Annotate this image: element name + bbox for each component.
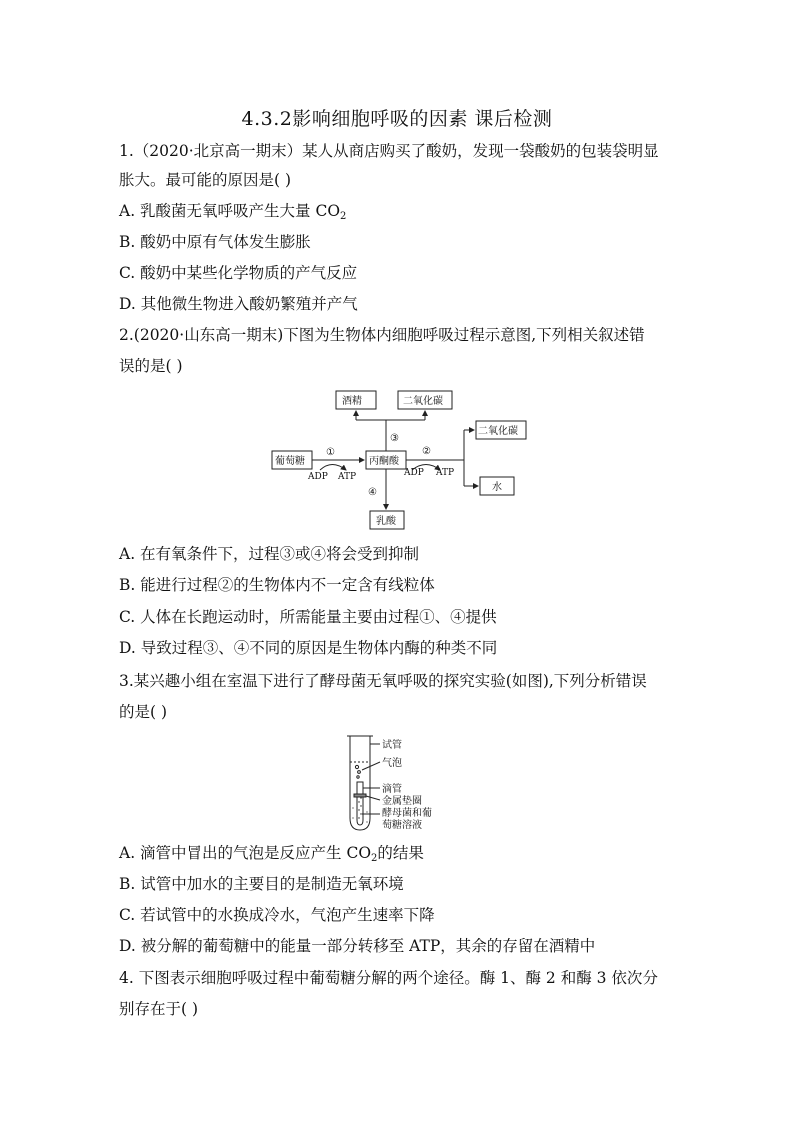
q3-option-c: C. 若试管中的水换成冷水，气泡产生速率下降 [119, 906, 435, 924]
q2-option-c: C. 人体在长跑运动时，所需能量主要由过程①、④提供 [119, 608, 497, 626]
q2-option-d: D. 导致过程③、④不同的原因是生物体内酶的种类不同 [119, 639, 498, 657]
label-co2-right: 二氧化碳 [478, 426, 518, 437]
label-yeast-line1: 酵母菌和葡 [382, 808, 432, 819]
label-yeast-line2: 萄糖溶液 [382, 820, 422, 831]
label-dropper: 滴管 [382, 784, 402, 795]
label-pyruvate: 丙酮酸 [369, 456, 399, 467]
label-metal-gasket: 金属垫圈 [382, 796, 422, 807]
label-co2-top: 二氧化碳 [403, 396, 443, 407]
q2-option-b: B. 能进行过程②的生物体内不一定含有线粒体 [119, 576, 435, 594]
label-atp-1: ATP [338, 472, 357, 482]
q3-option-a-subscript: 2 [371, 853, 378, 864]
q1-option-b: B. 酸奶中原有气体发生膨胀 [119, 233, 311, 251]
q3-option-a-tail: 的结果 [377, 844, 424, 862]
label-process-4: ④ [368, 487, 377, 498]
label-process-2: ② [422, 446, 431, 457]
yeast-experiment-figure [340, 732, 450, 834]
q3-stem-line2: 的是( ) [119, 703, 168, 721]
q1-option-a-text: A. 乳酸菌无氧呼吸产生大量 CO [119, 202, 341, 220]
label-lactic: 乳酸 [376, 516, 396, 527]
q3-option-a [119, 842, 689, 864]
label-bubble: 气泡 [382, 758, 402, 769]
q2-stem-line1: 2.(2020·山东高一期末)下图为生物体内细胞呼吸过程示意图,下列相关叙述错 [119, 326, 645, 344]
q1-option-a [119, 200, 689, 222]
q4-stem-line2: 别存在于( ) [119, 1000, 199, 1018]
label-adp-2: ADP [404, 468, 424, 478]
q1-stem-line2: 胀大。最可能的原因是( ) [119, 171, 292, 189]
q1-stem-line1: 1.（2020·北京高一期末）某人从商店购买了酸奶，发现一袋酸奶的包装袋明显 [119, 142, 659, 160]
q3-stem-line1: 3.某兴趣小组在室温下进行了酵母菌无氧呼吸的探究实验(如图),下列分析错误 [119, 672, 647, 690]
label-glucose: 葡萄糖 [275, 456, 305, 467]
q1-option-d: D. 其他微生物进入酸奶繁殖并产气 [119, 295, 358, 313]
label-test-tube: 试管 [382, 740, 402, 751]
q3-option-a-text: A. 滴管中冒出的气泡是反应产生 CO [119, 844, 372, 862]
page-title: 4.3.2影响细胞呼吸的因素 课后检测 [241, 108, 553, 130]
q3-option-b: B. 试管中加水的主要目的是制造无氧环境 [119, 875, 404, 893]
label-process-1: ① [326, 447, 335, 458]
respiration-diagram [270, 385, 530, 535]
q1-option-a-subscript: 2 [340, 211, 347, 222]
q1-option-c: C. 酸奶中某些化学物质的产气反应 [119, 264, 358, 282]
label-adp-1: ADP [308, 472, 328, 482]
q2-option-a: A. 在有氧条件下，过程③或④将会受到抑制 [119, 545, 420, 563]
q2-stem-line2: 误的是( ) [119, 357, 183, 375]
label-water: 水 [492, 482, 502, 493]
label-alcohol: 酒精 [342, 396, 362, 407]
label-process-3: ③ [390, 433, 399, 444]
q3-option-d: D. 被分解的葡萄糖中的能量一部分转移至 ATP，其余的存留在酒精中 [119, 937, 596, 955]
label-atp-2: ATP [436, 468, 455, 478]
q4-stem-line1: 4. 下图表示细胞呼吸过程中葡萄糖分解的两个途径。酶 1、酶 2 和酶 3 依次分 [119, 969, 658, 987]
